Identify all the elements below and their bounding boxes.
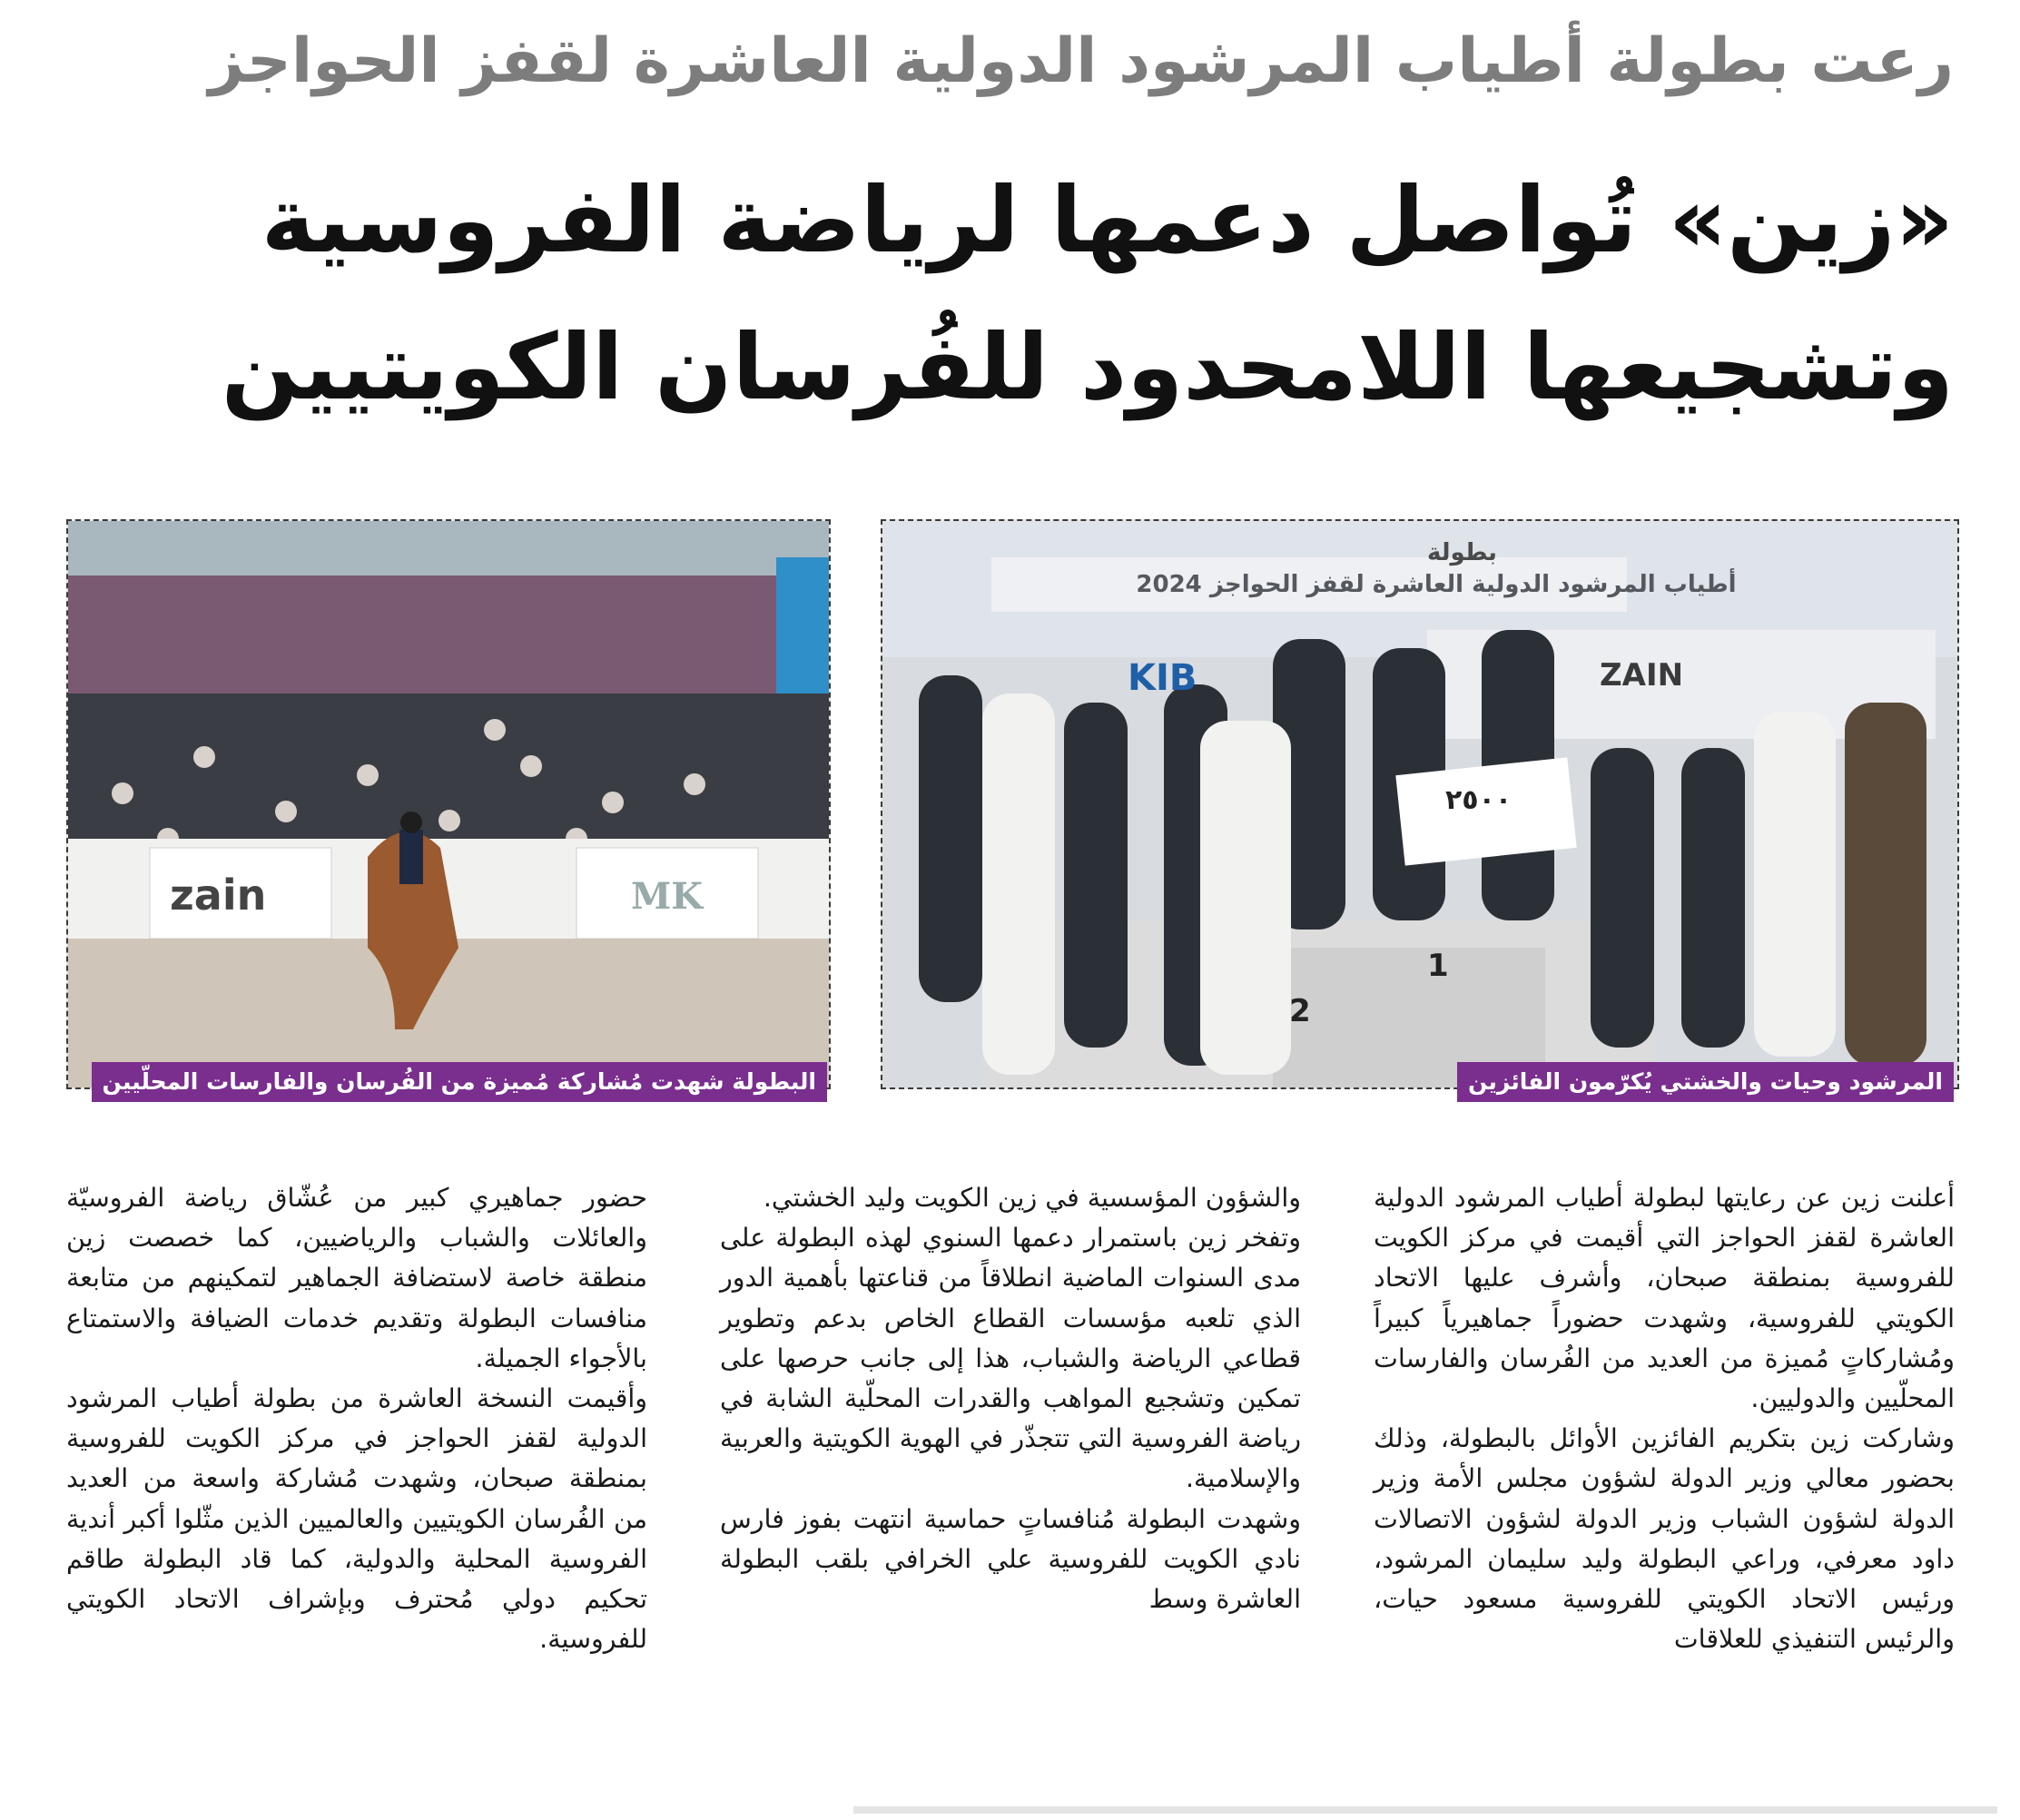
ceremony-photo-caption: المرشود وحيات والخشتي يُكرّمون الفائزين	[1457, 1062, 1954, 1102]
banner-title-text: أطياب المرشود الدولية العاشرة لقفز الحواجز 2024	[1136, 571, 1737, 598]
banner-small-text: بطولة	[1427, 539, 1497, 566]
article-column-middle	[720, 1178, 1301, 1619]
podium-number-1: 1	[1427, 948, 1449, 984]
headline-line-1: «زين» تُواصل دعمها لرياضة الفروسية	[261, 167, 1954, 273]
paragraph: وأقيمت النسخة العاشرة من بطولة أطياب المرشود الدولية لقفز الحواجز في مركز الكويت للفروسية بمنطقة صبحان، وشهدت مُشاركة واسعة من العديد من الفُرسان الكويتيين والعالميين الذين مثّلوا أكبر أندية الفروسية المحلية والدولية، كما قاد البطولة طاقم تحكيم دولي مُحترف وبإشراف الاتحاد الكويتي للفروسية.	[66, 1383, 647, 1655]
paragraph: والشؤون المؤسسية في زين الكويت وليد الخشتي.	[763, 1183, 1301, 1213]
cheque-amount: ٢٥٠٠	[1445, 784, 1513, 816]
sponsor-zain-logo: ZAIN	[1600, 657, 1684, 694]
paragraph: وشهدت البطولة مُنافساتٍ حماسية انتهت بفوز فارس نادي الكويت للفروسية علي الخرافي بلقب البطولة العاشرة وسط	[720, 1503, 1301, 1615]
paragraph: وتفخر زين باستمرار دعمها السنوي لهذه البطولة على مدى السنوات الماضية انطلاقاً من قناعتها بأهمية الدور الذي تلعبه مؤسسات القطاع الخاص بدعم وتطوير قطاعي الرياضة والشباب، هذا إلى جانب حرصها على تمكين وتشجيع المواهب والقدرات المحلّية الشابة في رياضة الفروسية التي تتجذّر في الهوية الكويتية والعربية والإسلامية.	[720, 1223, 1301, 1494]
headline-line-2: وتشجيعها اللامحدود للفُرسان الكويتيين	[221, 314, 1954, 420]
zain-banner-logo: zain	[170, 871, 267, 920]
arena-photo-caption: البطولة شهدت مُشاركة مُميزة من الفُرسان والفارسات المحلّيين	[92, 1062, 827, 1102]
mk-banner-logo: MK	[631, 875, 704, 918]
article-kicker: رعت بطولة أطياب المرشود الدولية العاشرة لقفز الحواجز	[208, 25, 1954, 97]
arena-photo	[66, 519, 831, 1089]
paragraph: أعلنت زين عن رعايتها لبطولة أطياب المرشود الدولية العاشرة لقفز الحواجز التي أقيمت في مركز الكويت للفروسية بمنطقة صبحان، وأشرف عليها الاتحاد الكويتي للفروسية، وشهدت حضوراً جماهيرياً كبيراً ومُشاركاتٍ مُميزة من العديد من الفُرسان والفارسات المحلّيين والدوليين.	[1374, 1183, 1955, 1414]
article-headline	[65, 147, 1954, 441]
bottom-divider	[853, 1806, 1997, 1814]
article-column-right	[1374, 1178, 1955, 1659]
paragraph: حضور جماهيري كبير من عُشّاق رياضة الفروسيّة والعائلات والشباب والرياضيين، كما خصصت زين منطقة خاصة لاستضافة الجماهير لتمكينهم من متابعة منافسات البطولة وتقديم خدمات الضيافة والاستمتاع بالأجواء الجميلة.	[66, 1183, 647, 1373]
podium-number-2: 2	[1289, 993, 1311, 1029]
paragraph: وشاركت زين بتكريم الفائزين الأوائل بالبطولة، وذلك بحضور معالي وزير الدولة لشؤون مجلس الأمة وزير الدولة لشؤون الشباب وزير الدولة لشؤون الاتصالات داود معرفي، وراعي البطولة وليد سليمان المرشود، ورئيس الاتحاد الكويتي للفروسية مسعود حيات، والرئيس التنفيذي للعلاقات	[1374, 1423, 1955, 1655]
article-column-left	[66, 1178, 647, 1659]
ceremony-photo	[881, 519, 1959, 1089]
sponsor-kib-logo: KIB	[1128, 657, 1197, 699]
